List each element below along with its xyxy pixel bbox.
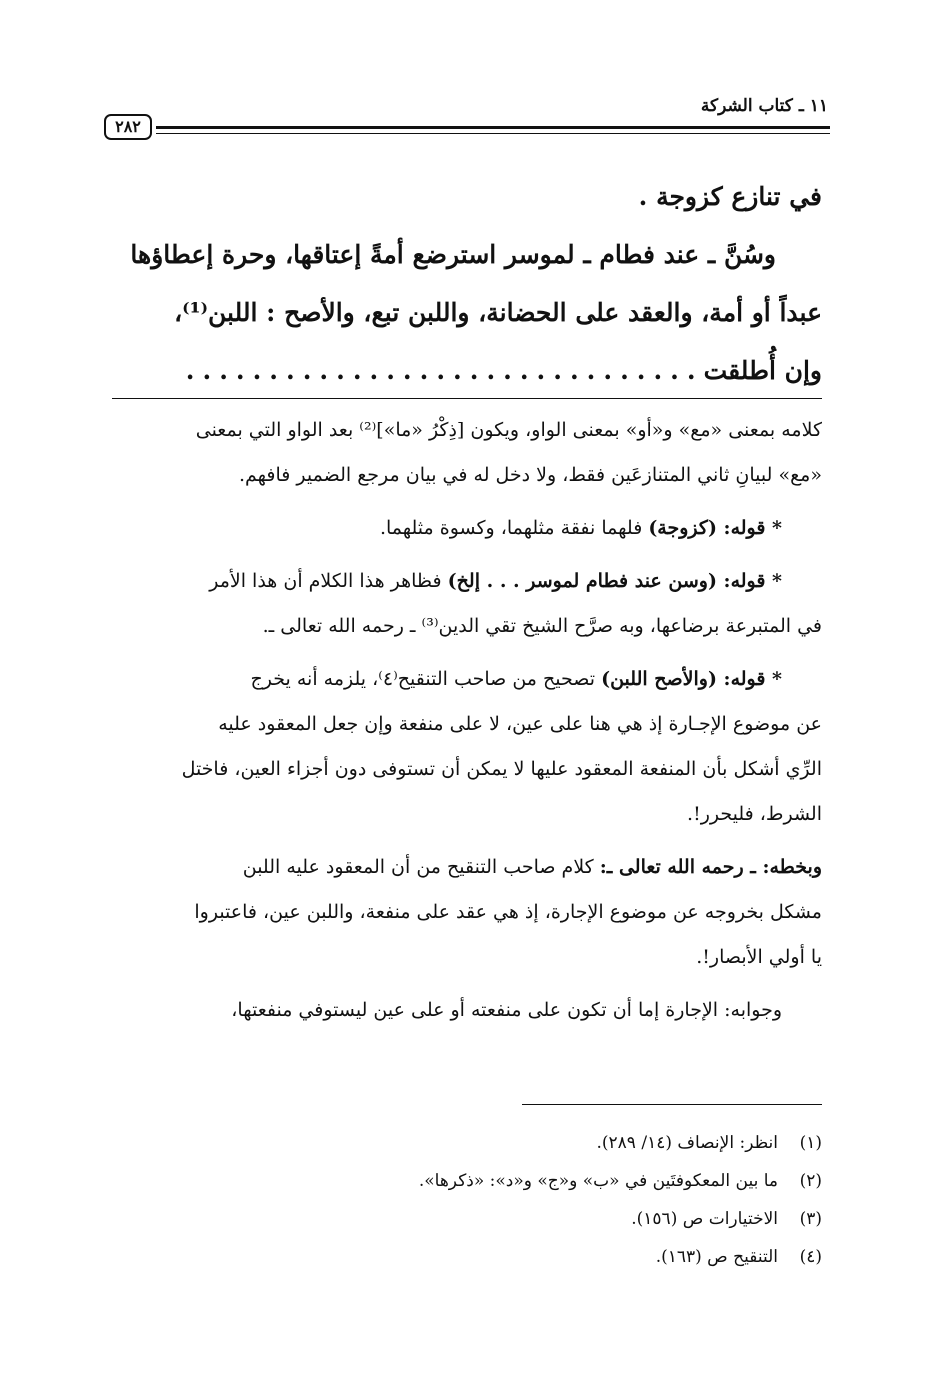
header-rule-thick xyxy=(156,126,830,129)
text-line: الشرط، فليحرر!. xyxy=(687,803,822,825)
main-line-2: وسُنَّ ـ عند فطام ـ لموسر استرضع أمةً إعتاقها، وحرة إعطاؤها xyxy=(130,240,776,269)
text-line: كلامه بمعنى «مع» و«أو» بمعنى الواو، ويكون [ذِكْرُ «ما»]⁽²⁾ بعد الواو التي بمعنى xyxy=(195,419,822,441)
main-separator-rule xyxy=(112,398,822,399)
text-run: تصحيح من صاحب التنقيح⁽٤⁾، يلزمه أنه يخرج xyxy=(250,668,602,690)
commentary-para-2 xyxy=(112,506,822,551)
main-text xyxy=(112,168,822,400)
commentary-para-5 xyxy=(112,845,822,980)
footnote-text: التنقيح ص (١٦٣). xyxy=(655,1247,778,1267)
quoted-term: (وسن عند فطام لموسر . . . إلخ) xyxy=(447,570,717,592)
main-line-3: عبداً أو أمة، والعقد على الحضانة، واللبن تبع، والأصح : اللبن⁽¹⁾، xyxy=(174,298,822,327)
text-line: في المتبرعة برضاعها، وبه صرَّح الشيخ تقي الدين⁽³⁾ ـ رحمه الله تعالى ـ. xyxy=(262,615,822,637)
footnote-separator xyxy=(522,1104,822,1105)
commentary-para-3 xyxy=(112,559,822,649)
main-line-4 xyxy=(112,342,822,400)
footnote-1 xyxy=(112,1124,822,1162)
text-run: فلهما نفقة مثلهما، وكسوة مثلهما. xyxy=(379,517,649,539)
commentary-para-1 xyxy=(112,408,822,498)
footnote-text: انظر: الإنصاف (١٤/ ٢٨٩). xyxy=(596,1133,778,1153)
text-line: الرِّي أشكل بأن المنفعة المعقود عليها لا يمكن أن تستوفى دون أجزاء العين، فاختل xyxy=(181,758,822,780)
commentary-para-4 xyxy=(112,657,822,837)
dot-leader: ............................... xyxy=(185,356,704,385)
qawluhu-label: * قوله: xyxy=(716,517,782,539)
quoted-term: وبخطه: ـ رحمه الله تعالى ـ: xyxy=(599,856,822,878)
text-line: عن موضوع الإجـارة إذ هي هنا على عين، لا على منفعة وإن جعل المعقود عليه xyxy=(218,713,822,735)
main-line-1: في تنازع كزوجة . xyxy=(638,182,822,211)
text-line: يا أولي الأبصار!. xyxy=(696,946,822,968)
text-line xyxy=(112,657,822,702)
text-run: كلام صاحب التنقيح من أن المعقود عليه اللبن xyxy=(242,856,600,878)
footnote-text: الاختيارات ص (١٥٦). xyxy=(631,1209,778,1229)
quoted-term: (والأصح اللبن) xyxy=(601,668,717,690)
text-line xyxy=(112,506,822,551)
header-rule-thin xyxy=(156,133,830,134)
text-line: مشكل بخروجه عن موضوع الإجارة، إذ هي عقد على منفعة، واللبن عين، فاعتبروا xyxy=(194,901,822,923)
text-line xyxy=(112,559,822,604)
page-number: ٢٨٢ xyxy=(104,114,152,140)
page-header xyxy=(104,90,830,150)
footnote-3 xyxy=(112,1200,822,1238)
footnote-number: (٤) xyxy=(799,1247,822,1267)
footnote-number: (١) xyxy=(799,1133,822,1153)
footnote-number: (٢) xyxy=(799,1171,822,1191)
commentary xyxy=(112,408,822,1041)
footnote-2 xyxy=(112,1162,822,1200)
footnote-4 xyxy=(112,1238,822,1276)
footnotes xyxy=(112,1124,822,1276)
text-run: فظاهر هذا الكلام أن هذا الأمر xyxy=(209,570,448,592)
text-line xyxy=(112,845,822,890)
qawluhu-label: * قوله: xyxy=(716,668,782,690)
footnote-number: (٣) xyxy=(799,1209,822,1229)
commentary-para-6 xyxy=(112,988,822,1033)
footnote-text: ما بين المعكوفتَين في «ب» و«ج» و«د»: «ذكرها». xyxy=(418,1171,778,1191)
main-line-4-text: وإن أُطلقت xyxy=(703,356,822,385)
running-title: ١١ ـ كتاب الشركة xyxy=(700,96,828,116)
text-line: «مع» لبيانِ ثاني المتنازعَين فقط، ولا دخل له في بيان مرجع الضمير فافهم. xyxy=(238,464,822,486)
text-line: وجوابه: الإجارة إما أن تكون على منفعته أو على عين ليستوفي منفعتها، xyxy=(231,999,782,1021)
quoted-term: (كزوجة) xyxy=(648,517,717,539)
qawluhu-label: * قوله: xyxy=(716,570,782,592)
